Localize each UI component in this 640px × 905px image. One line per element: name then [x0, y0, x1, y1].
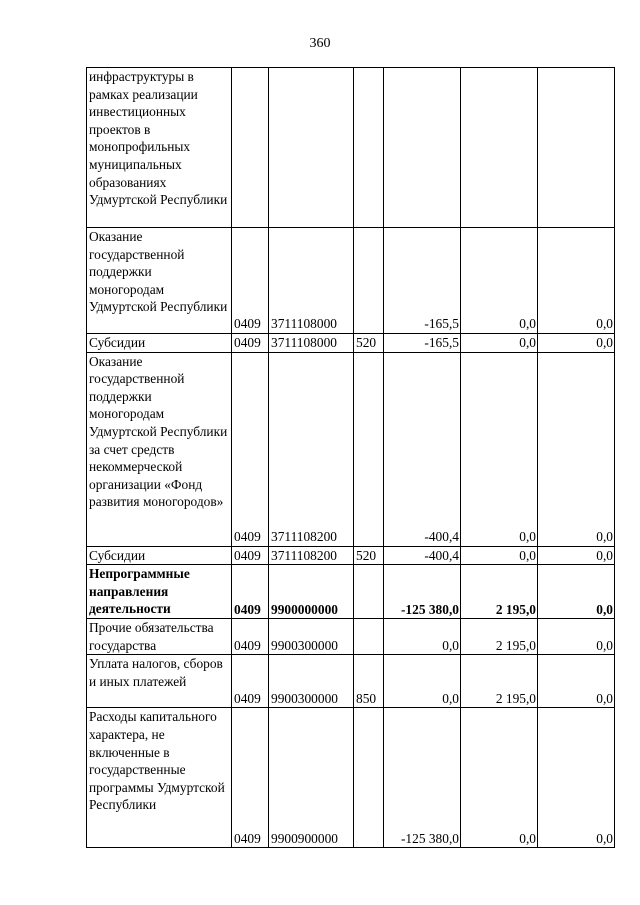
section-code-cell: 0409: [232, 352, 269, 546]
amount-cell: -165,5: [384, 334, 461, 353]
row-name-cell: Оказание государственной поддержки моногородам Удмуртской Республики за счет средств некоммерческой организации «Фонд развития моногородов»: [87, 352, 232, 546]
table-row: [87, 708, 615, 848]
amount-cell: -400,4: [384, 352, 461, 546]
row-name-cell: Субсидии: [87, 334, 232, 353]
amount-cell: 0,0: [538, 352, 615, 546]
amount-cell: 2 195,0: [461, 565, 538, 619]
amount-cell: 2 195,0: [461, 655, 538, 708]
expense-type-cell: 520: [354, 334, 384, 353]
target-article-cell: 3711108000: [269, 228, 354, 334]
section-code-cell: 0409: [232, 228, 269, 334]
table-row: [87, 565, 615, 619]
target-article-cell: 9900300000: [269, 655, 354, 708]
amount-cell: [461, 68, 538, 228]
amount-cell: 2 195,0: [461, 619, 538, 655]
target-article-cell: 9900900000: [269, 708, 354, 848]
amount-cell: 0,0: [461, 708, 538, 848]
amount-cell: -400,4: [384, 546, 461, 565]
target-article-cell: 3711108000: [269, 334, 354, 353]
amount-cell: -125 380,0: [384, 565, 461, 619]
amount-cell: 0,0: [461, 228, 538, 334]
expense-type-cell: 520: [354, 546, 384, 565]
table-row: [87, 334, 615, 353]
section-code-cell: 0409: [232, 619, 269, 655]
row-name-cell: Прочие обязательства государства: [87, 619, 232, 655]
amount-cell: 0,0: [461, 352, 538, 546]
table-row: [87, 68, 615, 228]
target-article-cell: 9900300000: [269, 619, 354, 655]
target-article-cell: [269, 68, 354, 228]
section-code-cell: 0409: [232, 565, 269, 619]
amount-cell: 0,0: [384, 619, 461, 655]
expense-type-cell: [354, 68, 384, 228]
amount-cell: 0,0: [538, 655, 615, 708]
amount-cell: [538, 68, 615, 228]
expense-type-cell: [354, 352, 384, 546]
expense-type-cell: [354, 708, 384, 848]
section-code-cell: 0409: [232, 708, 269, 848]
row-name-cell: Субсидии: [87, 546, 232, 565]
section-code-cell: [232, 68, 269, 228]
table-row: [87, 655, 615, 708]
expense-type-cell: [354, 565, 384, 619]
expense-type-cell: 850: [354, 655, 384, 708]
amount-cell: 0,0: [384, 655, 461, 708]
section-code-cell: 0409: [232, 655, 269, 708]
amount-cell: [384, 68, 461, 228]
budget-table: [86, 67, 615, 848]
target-article-cell: 3711108200: [269, 352, 354, 546]
amount-cell: 0,0: [538, 546, 615, 565]
row-name-cell: Непрограммные направления деятельности: [87, 565, 232, 619]
row-name-cell: Оказание государственной поддержки моногородам Удмуртской Республики: [87, 228, 232, 334]
table-row: [87, 619, 615, 655]
amount-cell: 0,0: [538, 619, 615, 655]
amount-cell: 0,0: [538, 708, 615, 848]
page-number: 360: [309, 36, 331, 51]
amount-cell: 0,0: [538, 334, 615, 353]
table-row: [87, 228, 615, 334]
table-row: [87, 352, 615, 546]
amount-cell: 0,0: [538, 565, 615, 619]
target-article-cell: 3711108200: [269, 546, 354, 565]
section-code-cell: 0409: [232, 334, 269, 353]
amount-cell: 0,0: [461, 546, 538, 565]
amount-cell: -125 380,0: [384, 708, 461, 848]
amount-cell: 0,0: [461, 334, 538, 353]
target-article-cell: 9900000000: [269, 565, 354, 619]
section-code-cell: 0409: [232, 546, 269, 565]
row-name-cell: Расходы капитального характера, не включенные в государственные программы Удмуртской Республики: [87, 708, 232, 848]
expense-type-cell: [354, 228, 384, 334]
amount-cell: 0,0: [538, 228, 615, 334]
row-name-cell: инфраструктуры в рамках реализации инвестиционных проектов в монопрофильных муниципальных образованиях Удмуртской Республики: [87, 68, 232, 228]
row-name-cell: Уплата налогов, сборов и иных платежей: [87, 655, 232, 708]
table-row: [87, 546, 615, 565]
amount-cell: -165,5: [384, 228, 461, 334]
expense-type-cell: [354, 619, 384, 655]
